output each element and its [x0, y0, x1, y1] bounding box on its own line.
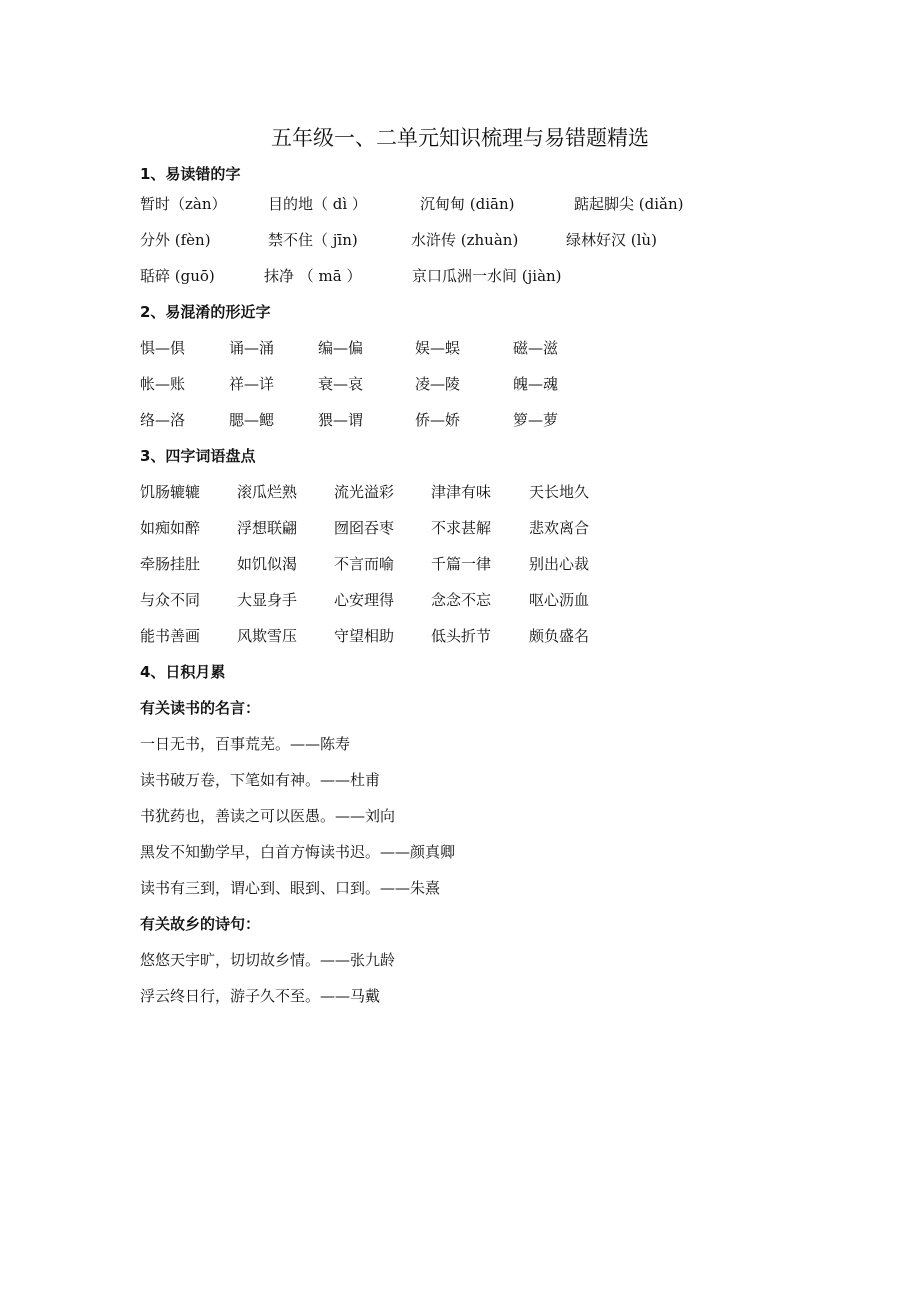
idiom: 津津有味: [431, 483, 492, 501]
idiom: 与众不同: [140, 591, 201, 609]
pinyin-item: 踮起脚尖 (diǎn): [574, 195, 684, 213]
char-pair: 帐—账: [140, 375, 186, 393]
char-pair: 络—洛: [140, 411, 186, 429]
char-pair: 惧—俱: [140, 339, 186, 357]
pinyin-item: 暂时（zàn）: [140, 195, 227, 213]
section-4-heading: 4、日积月累: [140, 663, 226, 681]
idiom: 心安理得: [334, 591, 395, 609]
char-pair: 衰—哀: [318, 375, 364, 393]
quote-line: 一日无书，百事荒芜。——陈寿: [140, 735, 351, 753]
idiom: 天长地久: [529, 483, 590, 501]
pinyin-item: 沉甸甸 (diān): [420, 195, 515, 213]
pinyin-item: 水浒传 (zhuàn): [411, 231, 519, 249]
pinyin-item: 分外 (fèn): [140, 231, 211, 249]
idiom: 囫囵吞枣: [334, 519, 395, 537]
idiom: 悲欢离合: [529, 519, 590, 537]
reading-quotes-heading: 有关读书的名言：: [140, 699, 261, 717]
section-1-heading: 1、易读错的字: [140, 165, 241, 183]
idiom: 风欺雪压: [237, 627, 298, 645]
char-pair: 腮—鳃: [229, 411, 275, 429]
idiom: 饥肠辘辘: [140, 483, 201, 501]
section-2-heading: 2、易混淆的形近字: [140, 303, 271, 321]
idiom: 念念不忘: [431, 591, 492, 609]
idiom: 不求甚解: [431, 519, 492, 537]
quote-line: 书犹药也，善读之可以医愚。——刘向: [140, 807, 396, 825]
poem-line: 浮云终日行，游子久不至。——马戴: [140, 987, 381, 1005]
idiom: 如痴如醉: [140, 519, 201, 537]
poem-line: 悠悠天宇旷，切切故乡情。——张九龄: [140, 951, 396, 969]
pinyin-item: 目的地（ dì ）: [268, 195, 367, 213]
hometown-poems-heading: 有关故乡的诗句：: [140, 915, 261, 933]
char-pair: 磁—滋: [513, 339, 559, 357]
char-pair: 娱—蜈: [415, 339, 461, 357]
pinyin-item: 抹净 （ mā ）: [264, 267, 362, 285]
pinyin-item: 京口瓜洲一水间 (jiàn): [412, 267, 562, 285]
idiom: 牵肠挂肚: [140, 555, 201, 573]
quote-line: 读书破万卷，下笔如有神。——杜甫: [140, 771, 381, 789]
idiom: 守望相助: [334, 627, 395, 645]
char-pair: 编—偏: [318, 339, 364, 357]
idiom: 颇负盛名: [529, 627, 590, 645]
idiom: 大显身手: [237, 591, 298, 609]
pinyin-item: 聒碎 (guō): [140, 267, 215, 285]
quote-line: 读书有三到，谓心到、眼到、口到。——朱熹: [140, 879, 441, 897]
idiom: 千篇一律: [431, 555, 492, 573]
idiom: 低头折节: [431, 627, 492, 645]
pinyin-item: 绿林好汉 (lù): [566, 231, 657, 249]
char-pair: 魄—魂: [513, 375, 559, 393]
idiom: 能书善画: [140, 627, 201, 645]
idiom: 滚瓜烂熟: [237, 483, 298, 501]
idiom: 别出心裁: [529, 555, 590, 573]
pinyin-item: 禁不住（ jīn): [268, 231, 358, 249]
page-title: 五年级一、二单元知识梳理与易错题精选: [271, 126, 649, 150]
idiom: 如饥似渴: [237, 555, 298, 573]
idiom: 呕心沥血: [529, 591, 590, 609]
char-pair: 箩—萝: [513, 411, 559, 429]
section-3-heading: 3、四字词语盘点: [140, 447, 256, 465]
idiom: 流光溢彩: [334, 483, 395, 501]
idiom: 不言而喻: [334, 555, 395, 573]
quote-line: 黑发不知勤学早，白首方悔读书迟。——颜真卿: [140, 843, 456, 861]
idiom: 浮想联翩: [237, 519, 298, 537]
char-pair: 祥—详: [229, 375, 275, 393]
char-pair: 凌—陵: [415, 375, 461, 393]
char-pair: 诵—涌: [229, 339, 275, 357]
char-pair: 侨—娇: [415, 411, 461, 429]
char-pair: 猥—谓: [318, 411, 364, 429]
